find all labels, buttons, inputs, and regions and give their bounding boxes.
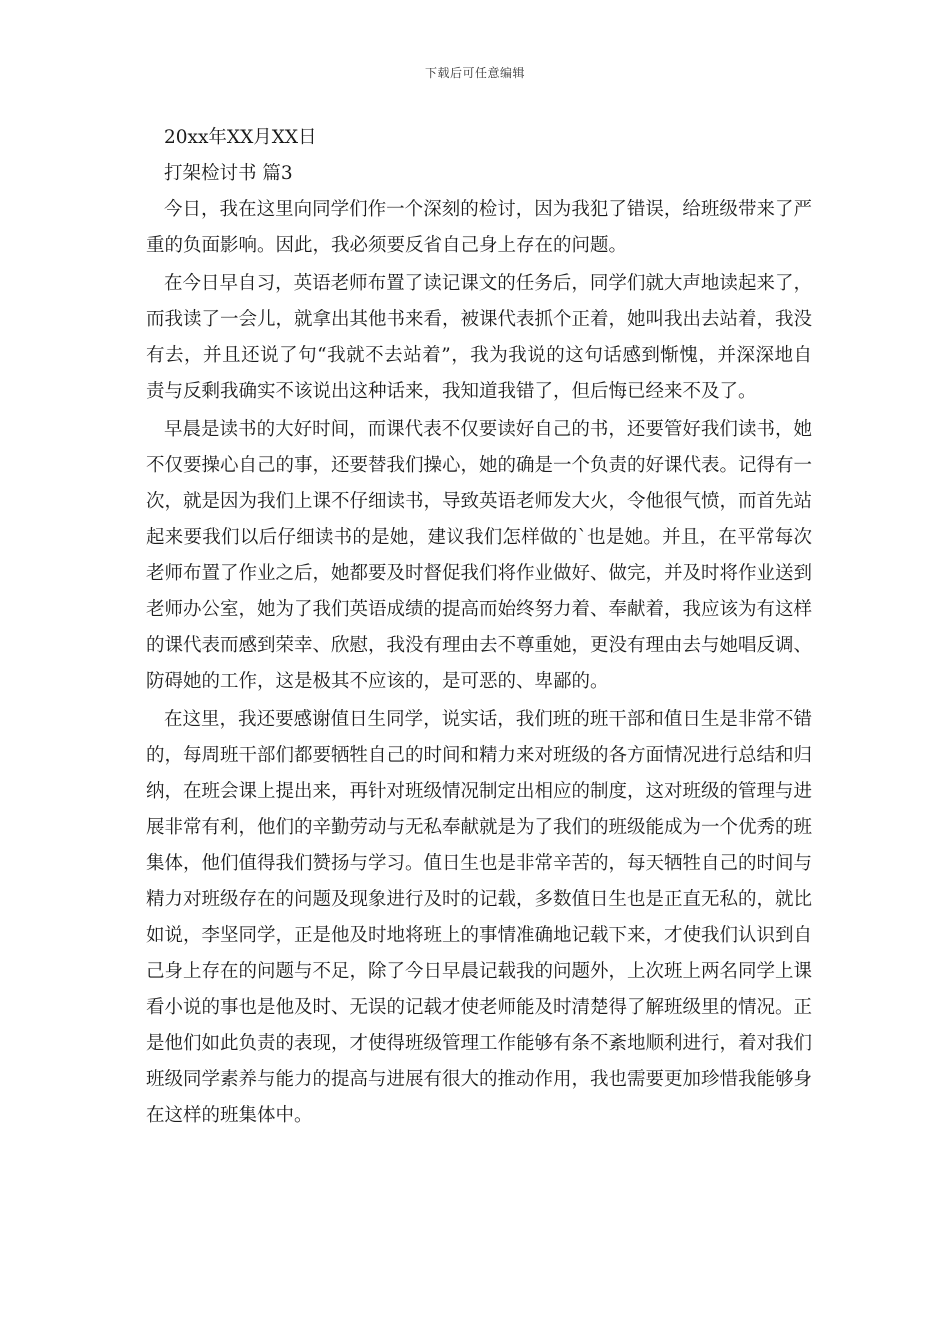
paragraph: 在今日早自习，英语老师布置了读记课文的任务后，同学们就大声地读起来了，而我读了一会儿，就拿出其他书来看，被课代表抓个正着，她叫我出去站着，我没有去，并且还说了句“我就不去站着”，我为我说的这句话感到惭愧，并深深地自责与反剩我确实不该说出这种话来，我知道我错了，但后悔已经来不及了。 (146, 273, 813, 402)
paragraph: 早晨是读书的大好时间，而课代表不仅要读好自己的书，还要管好我们读书，她不仅要操心自己的事，还要替我们操心，她的确是一个负责的好课代表。记得有一次，就是因为我们上课不仔细读书，导致英语老师发大火，令他很气愤，而首先站起来要我们以后仔细读书的是她，建议我们怎样做的`也是她。并且，在平常每次老师布置了作业之后，她都要及时督促我们将作业做好、做完，并及时将作业送到老师办公室，她为了我们英语成绩的提高而始终努力着、奉献着，我应该为有这样的课代表而感到荣幸、欣慰，我没有理由去不尊重她，更没有理由去与她唱反调、防碍她的工作，这是极其不应该的，是可恶的、卑鄙的。 (146, 419, 813, 692)
document-date: 20xx年XX月XX日 (164, 127, 317, 148)
document-body (146, 120, 812, 1134)
document-title: 打架检讨书 篇3 (164, 163, 293, 184)
page-header: 下载后可任意编辑 (424, 66, 525, 80)
paragraph: 在这里，我还要感谢值日生同学，说实话，我们班的班干部和值日生是非常不错的，每周班干部们都要牺牲自己的时间和精力来对班级的各方面情况进行总结和归纳，在班会课上提出来，再针对班级情况制定出相应的制度，这对班级的管理与进展非常有利，他们的辛勤劳动与无私奉献就是为了我们的班级能成为一个优秀的班集体，他们值得我们赞扬与学习。值日生也是非常辛苦的，每天牺牲自己的时间与精力对班级存在的问题及现象进行及时的记载，多数值日生也是正直无私的，就比如说，李坚同学，正是他及时地将班上的事情准确地记载下来，才使我们认识到自己身上存在的问题与不足，除了今日早晨记载我的问题外，上次班上两名同学上课看小说的事也是他及时、无误的记载才使老师能及时清楚得了解班级里的情况。正是他们如此负责的表现，才使得班级管理工作能够有条不紊地顺利进行，着对我们班级同学素养与能力的提高与进展有很大的推动作用，我也需要更加珍惜我能够身在这样的班集体中。 (146, 709, 813, 1126)
paragraph: 今日，我在这里向同学们作一个深刻的检讨，因为我犯了错误，给班级带来了严重的负面影响。因此，我必须要反省自己身上存在的问题。 (146, 199, 812, 256)
